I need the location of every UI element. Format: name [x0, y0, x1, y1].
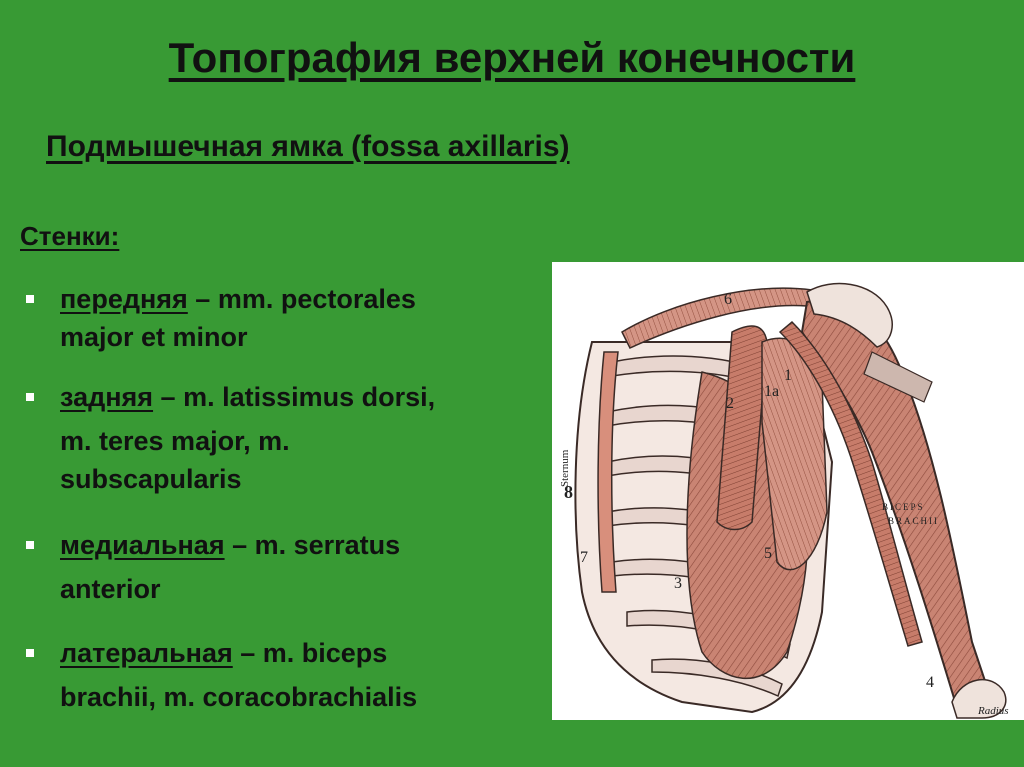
wall-term: медиальная [60, 530, 225, 560]
wall-desc: – mm. pectorales [187, 284, 416, 314]
label-sternum: Sternum [559, 449, 571, 487]
anatomy-illustration [552, 262, 1024, 720]
label-3: 3 [674, 575, 682, 592]
wall-desc-cont: brachii, m. coracobrachialis [60, 682, 418, 712]
label-radius: Radius [978, 705, 1009, 717]
label-1a: 1a [764, 383, 780, 400]
walls-heading: Стенки: [20, 221, 120, 251]
axilla-muscles-drawing [552, 262, 1024, 720]
wall-desc: – m. latissimus dorsi, [153, 382, 436, 412]
list-item-lateral [20, 634, 550, 716]
list-item-posterior [20, 378, 550, 498]
bullet-square-icon [26, 295, 34, 303]
wall-desc: – m. serratus [224, 530, 401, 560]
wall-desc-cont: m. teres major, m. [60, 426, 290, 456]
wall-desc-cont: major et minor [60, 322, 248, 352]
label-8: 8 [564, 482, 573, 502]
label-brachii: BRACHII [888, 516, 940, 526]
bullet-square-icon [26, 541, 34, 549]
list-item-medial [20, 526, 550, 608]
label-7: 7 [580, 549, 588, 566]
slide-subtitle: Подмышечная ямка (fossa axillaris) [46, 130, 570, 163]
wall-term: передняя [60, 284, 188, 314]
wall-term: латеральная [60, 638, 233, 668]
label-2: 2 [726, 395, 734, 412]
list-item-anterior [20, 280, 550, 356]
slide-title: Топография верхней конечности [168, 34, 856, 81]
label-5: 5 [764, 545, 772, 562]
wall-desc-cont: subscapularis [60, 464, 242, 494]
label-1: 1 [784, 367, 792, 384]
label-6: 6 [724, 291, 732, 308]
bullet-square-icon [26, 649, 34, 657]
bullet-square-icon [26, 393, 34, 401]
label-4: 4 [926, 674, 934, 691]
wall-term: задняя [60, 382, 154, 412]
label-biceps: BICEPS [882, 502, 925, 512]
wall-desc-cont: anterior [60, 574, 161, 604]
wall-desc: – m. biceps [232, 638, 388, 668]
